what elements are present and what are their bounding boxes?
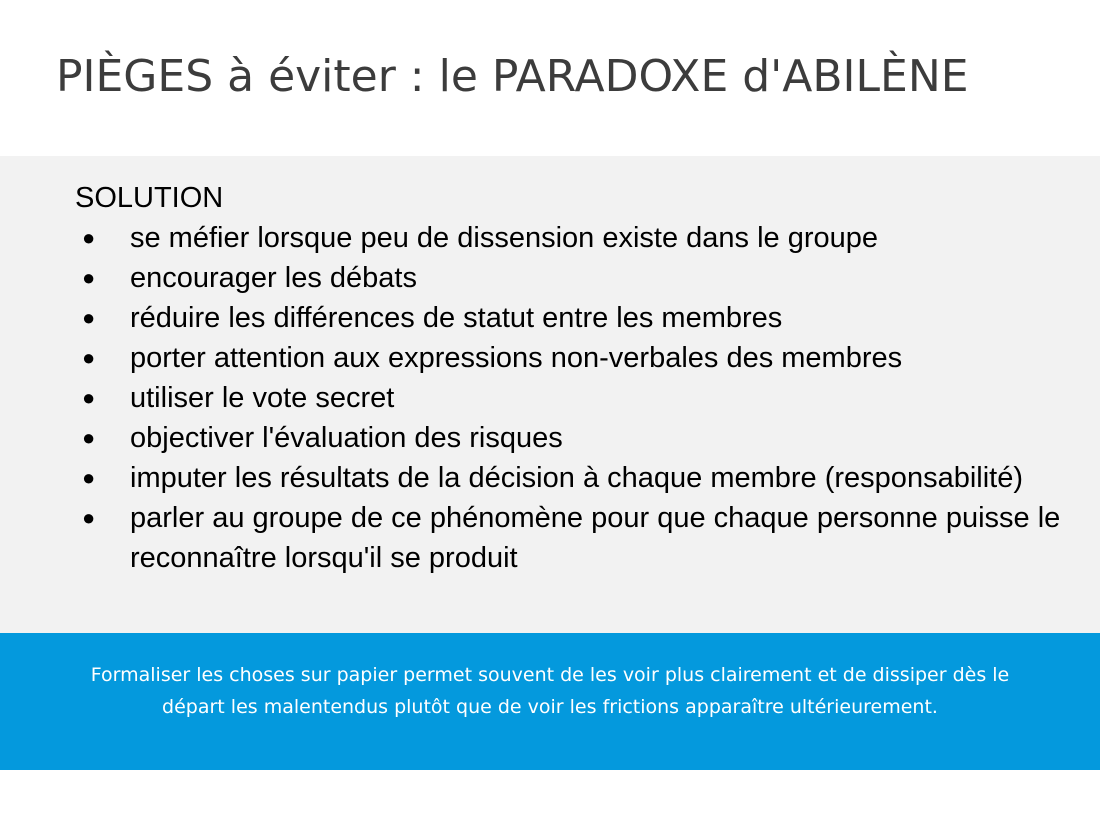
bullet-icon: ●	[82, 225, 96, 250]
list-item	[80, 338, 1080, 378]
list-item-text: encourager les débats	[130, 262, 417, 294]
list-item-text: porter attention aux expressions non-verbales des membres	[130, 342, 903, 374]
list-item	[80, 258, 1080, 298]
list-item	[80, 498, 1080, 578]
list-item-text: parler au groupe de ce phénomène pour que chaque personne puisse le reconnaître lorsqu'il se produit	[130, 502, 1061, 574]
solution-panel	[0, 156, 1100, 633]
slide-title: PIÈGES à éviter : le PARADOXE d'ABILÈNE	[56, 51, 969, 102]
bullet-icon: ●	[82, 265, 96, 290]
list-item	[80, 218, 1080, 258]
list-item	[80, 298, 1080, 338]
solution-list	[80, 218, 1080, 578]
list-item-text: imputer les résultats de la décision à chaque membre (responsabilité)	[130, 462, 1023, 494]
list-item	[80, 458, 1080, 498]
footer-banner	[0, 633, 1100, 770]
bullet-icon: ●	[82, 385, 96, 410]
bullet-icon: ●	[82, 305, 96, 330]
bullet-icon: ●	[82, 425, 96, 450]
solution-heading: SOLUTION	[75, 182, 224, 214]
list-item-text: objectiver l'évaluation des risques	[130, 422, 563, 454]
list-item-text: réduire les différences de statut entre les membres	[130, 302, 783, 334]
list-item-text: se méfier lorsque peu de dissension existe dans le groupe	[130, 222, 879, 254]
list-item	[80, 378, 1080, 418]
list-item-text: utiliser le vote secret	[130, 382, 395, 414]
list-item	[80, 418, 1080, 458]
bullet-icon: ●	[82, 465, 96, 490]
bullet-icon: ●	[82, 505, 96, 530]
footer-text: Formaliser les choses sur papier permet souvent de les voir plus clairement et de dissiper dès le départ les malentendus plutôt que de voir les frictions apparaître ultérieurement.	[90, 664, 1010, 718]
bullet-icon: ●	[82, 345, 96, 370]
